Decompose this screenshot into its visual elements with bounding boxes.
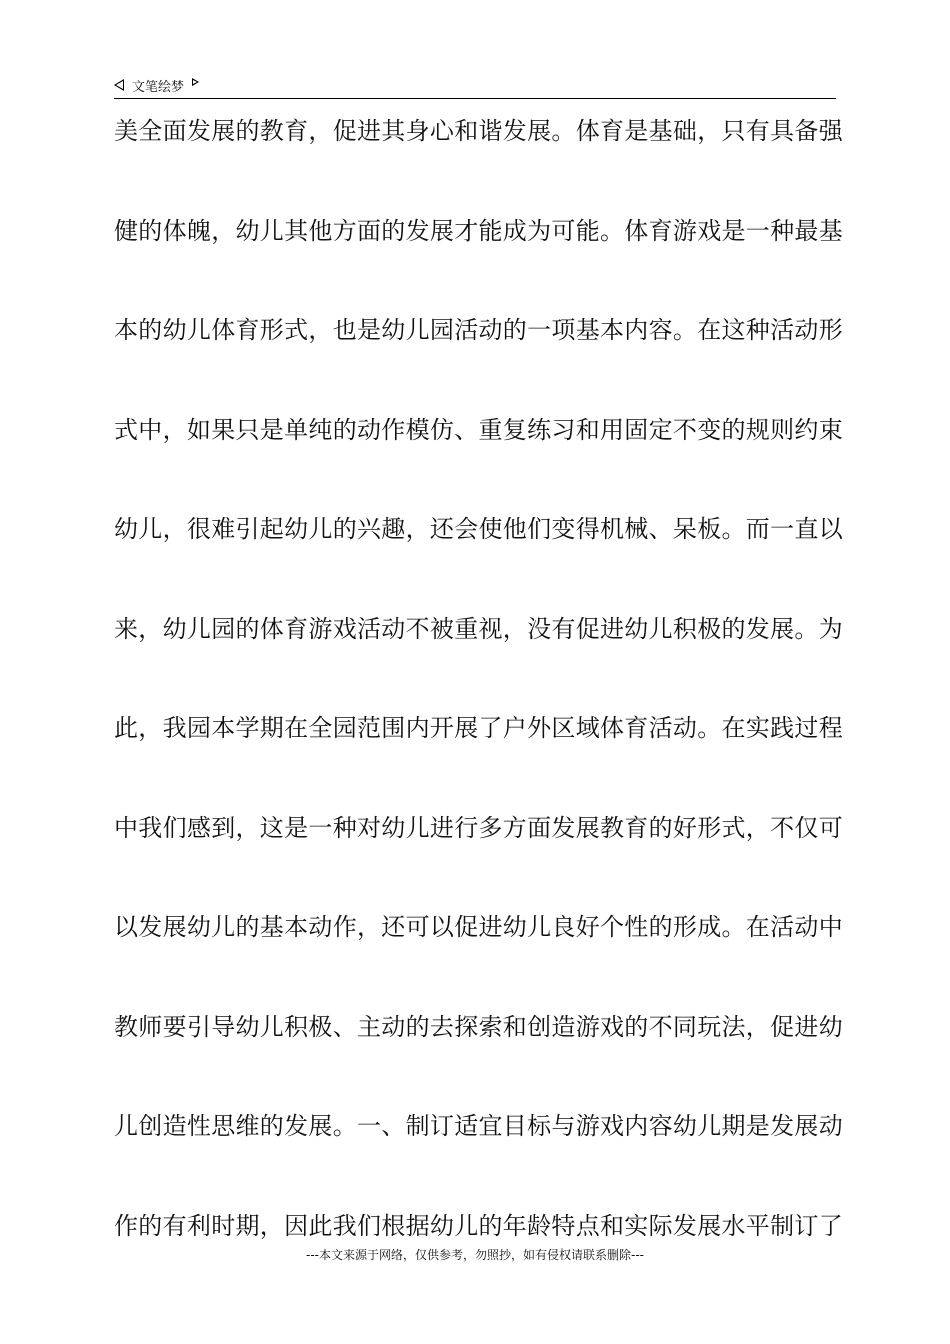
triangle-left-icon: [114, 79, 124, 91]
body-line: 儿创造性思维的发展。一、制订适宜目标与游戏内容幼儿期是发展动: [114, 1112, 843, 1140]
body-line: 本的幼儿体育形式，也是幼儿园活动的一项基本内容。在这种活动形: [114, 316, 843, 344]
page-footer: ---本文来源于网络，仅供参考，勿照抄，如有侵权请联系删除---: [306, 1248, 644, 1262]
body-line: 式中，如果只是单纯的动作模仿、重复练习和用固定不变的规则约束: [114, 415, 843, 444]
body-line: 中我们感到，这是一种对幼儿进行多方面发展教育的好形式，不仅可: [114, 813, 843, 842]
document-body: [114, 100, 843, 1294]
body-line: 健的体魄，幼儿其他方面的发展才能成为可能。体育游戏是一种最基: [114, 216, 843, 245]
body-line: 来，幼儿园的体育游戏活动不被重视，没有促进幼儿积极的发展。为: [114, 614, 843, 643]
body-line: 幼儿，很难引起幼儿的兴趣，还会使他们变得机械、呆板。而一直以: [114, 515, 843, 543]
body-line: 此，我园本学期在全园范围内开展了户外区域体育活动。在实践过程: [114, 714, 843, 742]
triangle-right-icon: [192, 78, 199, 86]
body-line: 美全面发展的教育，促进其身心和谐发展。体育是基础，只有具备强: [114, 117, 843, 145]
body-line: 作的有利时期，因此我们根据幼儿的年龄特点和实际发展水平制订了: [114, 1211, 843, 1240]
page-header: [114, 72, 836, 99]
body-line: 教师要引导幼儿积极、主动的去探索和创造游戏的不同玩法，促进幼: [114, 1012, 843, 1041]
header-title: 文笔绘梦: [132, 79, 185, 95]
body-line: 以发展幼儿的基本动作，还可以促进幼儿良好个性的形成。在活动中: [114, 913, 843, 941]
